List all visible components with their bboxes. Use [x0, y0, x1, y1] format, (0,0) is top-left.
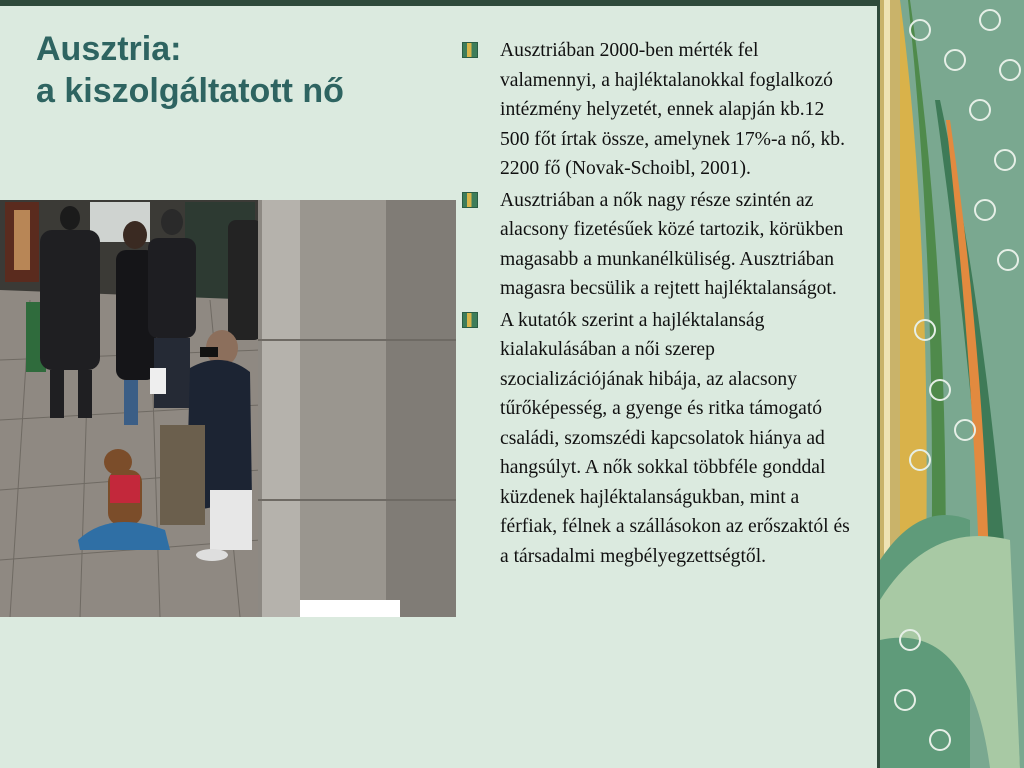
bullet-marker-icon — [462, 312, 478, 328]
bullet-item — [462, 36, 854, 184]
bullet-marker-icon — [462, 192, 478, 208]
decorative-border — [880, 0, 1024, 768]
street-photo-illustration — [0, 200, 456, 617]
bullet-item — [462, 306, 854, 572]
bullet-list — [462, 36, 854, 573]
bullet-item — [462, 186, 854, 304]
street-photo — [0, 200, 456, 617]
bullet-text: Ausztriában 2000-ben mérték fel valamennyi, a hajléktalanokkal foglalkozó intézmény helyzetét, ennek alapján kb.12 500 főt írtak össze, amelynek 17%-a nő, kb. 2200 fő (Novak-Schoibl, 2001). — [500, 40, 845, 179]
slide-title — [36, 28, 344, 112]
bullet-text: A kutatók szerint a hajléktalanság kialakulásában a női szerep szocializációjának hibája, az alacsony tűrőképesség, a gyenge és ritka támogató családi, szomszédi kapcsolatok hiánya ad hangsúlyt. A nők sokkal többféle gonddal küzdenek hajléktalanságukban, mint a férfiak, félnek a szállásokon az erőszaktól és a társadalmi megbélyegzettségtől. — [500, 309, 850, 567]
floral-pattern-illustration — [880, 0, 1024, 768]
title-line-2: a kiszolgáltatott nő — [36, 72, 344, 110]
bullet-marker-icon — [462, 42, 478, 58]
bullet-text: Ausztriában a nők nagy része szintén az alacsony fizetésűek közé tartozik, körükben magasabb a munkanélküliség. Ausztriában magasra becsülik a rejtett hajléktalanságot. — [500, 189, 844, 299]
title-line-1: Ausztria: — [36, 30, 182, 68]
